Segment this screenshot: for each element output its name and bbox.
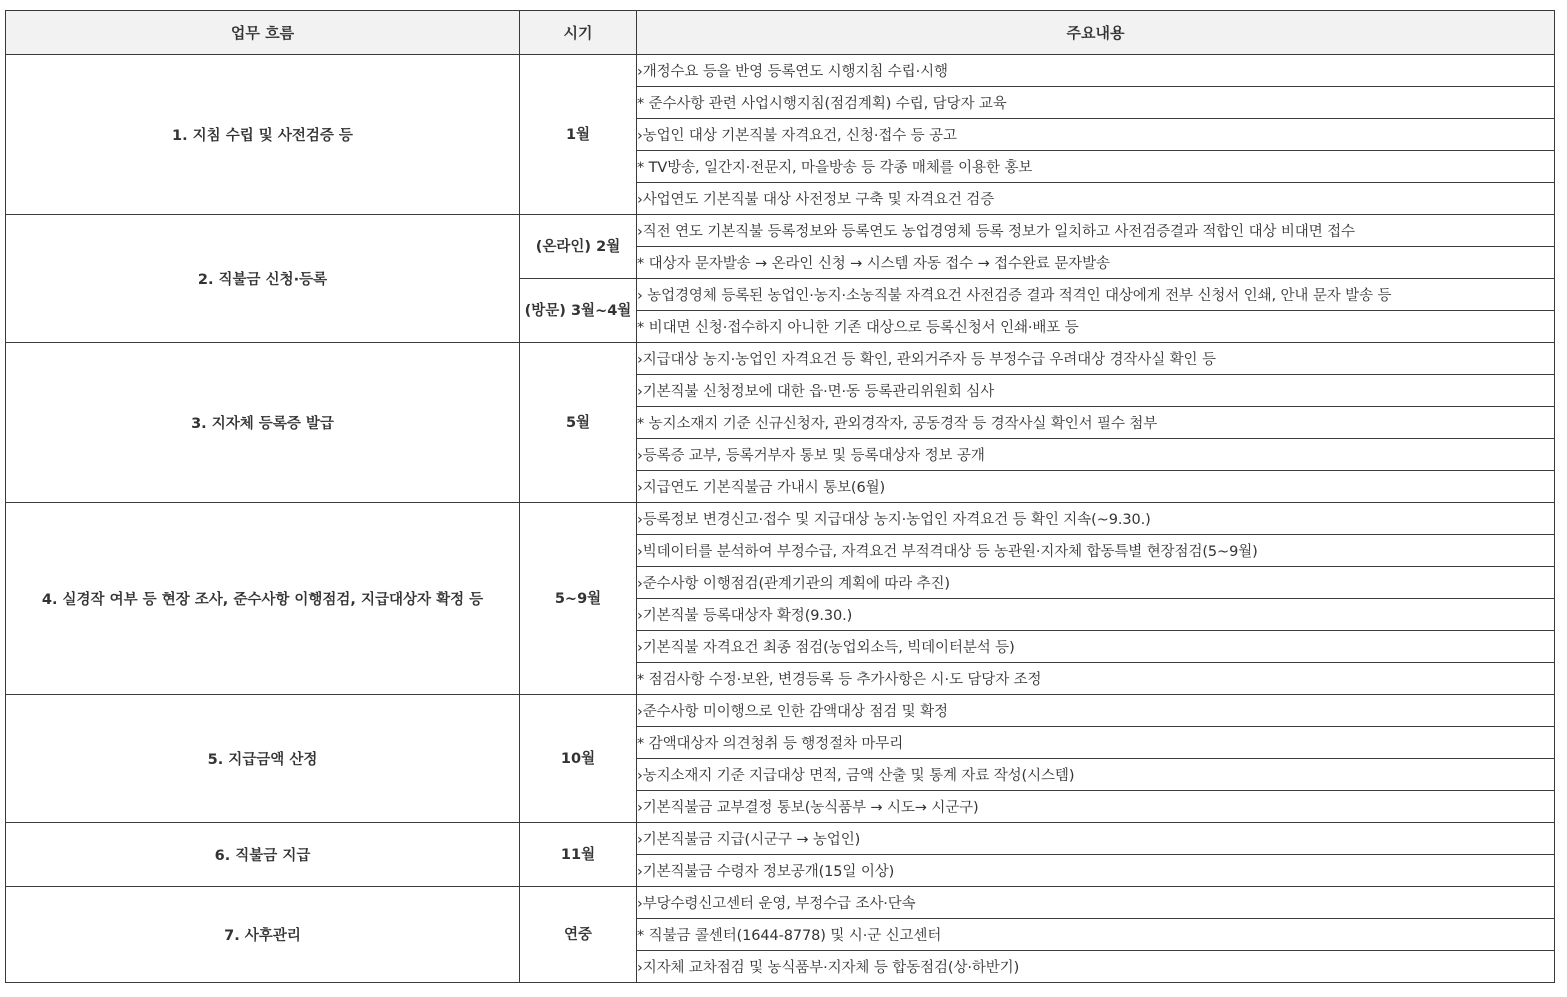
period-cell: 1월 (520, 55, 637, 215)
period-cell: 5~9월 (520, 503, 637, 695)
header-period: 시기 (520, 11, 637, 55)
content-item: ›부당수령신고센터 운영, 부정수급 조사·단속 (637, 887, 1555, 919)
stage-cell: 5. 지급금액 산정 (6, 695, 520, 823)
content-item: ›준수사항 미이행으로 인한 감액대상 점검 및 확정 (637, 695, 1555, 727)
content-item: ›지급연도 기본직불금 가내시 통보(6월) (637, 471, 1555, 503)
period-cell: (온라인) 2월 (520, 215, 637, 279)
table-row (6, 887, 1555, 919)
content-item: * 직불금 콜센터(1644-8778) 및 시·군 신고센터 (637, 919, 1555, 951)
period-cell: 5월 (520, 343, 637, 503)
table-row (6, 695, 1555, 727)
table-row (6, 55, 1555, 87)
stage-cell: 1. 지침 수립 및 사전검증 등 (6, 55, 520, 215)
period-cell: (방문) 3월~4월 (520, 279, 637, 343)
content-item: * 준수사항 관련 사업시행지침(점검계획) 수립, 담당자 교육 (637, 87, 1555, 119)
content-item: ›기본직불 등록대상자 확정(9.30.) (637, 599, 1555, 631)
content-item: ›개정수요 등을 반영 등록연도 시행지침 수립·시행 (637, 55, 1555, 87)
content-item: * 점검사항 수정·보완, 변경등록 등 추가사항은 시·도 담당자 조정 (637, 663, 1555, 695)
work-flow-table (5, 10, 1555, 983)
period-cell: 연중 (520, 887, 637, 983)
content-item: ›기본직불 신청정보에 대한 읍·면·동 등록관리위원회 심사 (637, 375, 1555, 407)
content-item: ›사업연도 기본직불 대상 사전정보 구축 및 자격요건 검증 (637, 183, 1555, 215)
table-row (6, 823, 1555, 855)
content-item: ›농업인 대상 기본직불 자격요건, 신청·접수 등 공고 (637, 119, 1555, 151)
content-item: ›기본직불금 수령자 정보공개(15일 이상) (637, 855, 1555, 887)
stage-cell: 4. 실경작 여부 등 현장 조사, 준수사항 이행점검, 지급대상자 확정 등 (6, 503, 520, 695)
content-item: * 대상자 문자발송 → 온라인 신청 → 시스템 자동 접수 → 접수완료 문자발송 (637, 247, 1555, 279)
content-item: * 비대면 신청·접수하지 아니한 기존 대상으로 등록신청서 인쇄·배포 등 (637, 311, 1555, 343)
content-item: › 농업경영체 등록된 농업인·농지·소농직불 자격요건 사전검증 결과 적격인 대상에게 전부 신청서 인쇄, 안내 문자 발송 등 (637, 279, 1555, 311)
stage-cell: 2. 직불금 신청·등록 (6, 215, 520, 343)
content-item: ›지자체 교차점검 및 농식품부·지자체 등 합동점검(상·하반기) (637, 951, 1555, 983)
content-item: ›농지소재지 기준 지급대상 면적, 금액 산출 및 통계 자료 작성(시스템) (637, 759, 1555, 791)
stage-cell: 7. 사후관리 (6, 887, 520, 983)
content-item: * TV방송, 일간지·전문지, 마을방송 등 각종 매체를 이용한 홍보 (637, 151, 1555, 183)
content-item: ›기본직불 자격요건 최종 점검(농업외소득, 빅데이터분석 등) (637, 631, 1555, 663)
content-item: * 농지소재지 기준 신규신청자, 관외경작자, 공동경작 등 경작사실 확인서 필수 첨부 (637, 407, 1555, 439)
table-row (6, 503, 1555, 535)
table-row (6, 215, 1555, 247)
content-item: ›빅데이터를 분석하여 부정수급, 자격요건 부적격대상 등 농관원·지자체 합동특별 현장점검(5~9월) (637, 535, 1555, 567)
content-item: ›직전 연도 기본직불 등록정보와 등록연도 농업경영체 등록 정보가 일치하고 사전검증결과 적합인 대상 비대면 접수 (637, 215, 1555, 247)
stage-cell: 6. 직불금 지급 (6, 823, 520, 887)
content-item: ›등록정보 변경신고·접수 및 지급대상 농지·농업인 자격요건 등 확인 지속(~9.30.) (637, 503, 1555, 535)
content-item: ›기본직불금 지급(시군구 → 농업인) (637, 823, 1555, 855)
header-row (6, 11, 1555, 55)
content-item: ›준수사항 이행점검(관계기관의 계획에 따라 추진) (637, 567, 1555, 599)
content-item: * 감액대상자 의견청취 등 행정절차 마무리 (637, 727, 1555, 759)
header-stage: 업무 흐름 (6, 11, 520, 55)
content-item: ›등록증 교부, 등록거부자 통보 및 등록대상자 정보 공개 (637, 439, 1555, 471)
period-cell: 10월 (520, 695, 637, 823)
content-item: ›지급대상 농지·농업인 자격요건 등 확인, 관외거주자 등 부정수급 우려대상 경작사실 확인 등 (637, 343, 1555, 375)
table-row (6, 343, 1555, 375)
header-content: 주요내용 (637, 11, 1555, 55)
period-cell: 11월 (520, 823, 637, 887)
content-item: ›기본직불금 교부결정 통보(농식품부 → 시도→ 시군구) (637, 791, 1555, 823)
stage-cell: 3. 지자체 등록증 발급 (6, 343, 520, 503)
